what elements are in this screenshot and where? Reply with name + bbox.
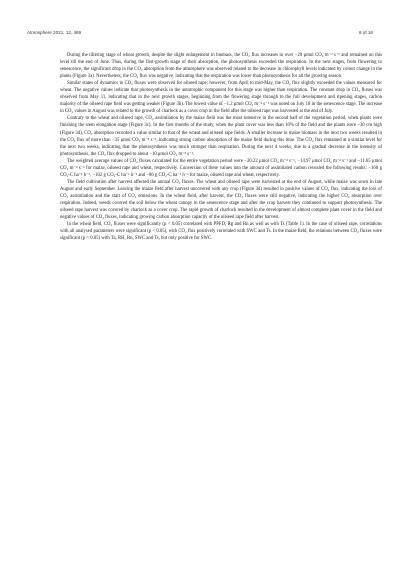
paragraph-maize-assimilation: Contrary to the wheat and oilseed rape, CO₂ assimilation by the maize field was the most intensive in the second half of the vegetation period, when plants were finishing the stem elongation stage (Figure 3c). In the first months of the study, when the plant cover was less than 10% of the field and the plants were ~30 cm high (Figure 3d), CO₂ absorption recorded a value similar to that of the wheat and oilseed rape fields. A smaller increase in maize biomass in the next two weeks resulted in the CO₂ flux of more than −35 μmol CO₂ m⁻² s⁻¹, indicating strong carbon absorption of the maize field during this time. The CO₂ flux remained at a similar level for the next two weeks, indicating that the photosynthesis was much stronger than respiration. During the next 4 weeks, due to a gradual decrease in the intensity of photosynthesis, the CO₂ flux dropped to about −10 μmol CO₂ m⁻² s⁻¹. xyxy=(60,116,382,157)
article-body xyxy=(60,52,382,242)
page-number: 8 of 16 xyxy=(358,30,373,35)
paragraph-weighted-average-fluxes: The weighted average values of CO₂ fluxes calculated for the entire vegetation period were −20.22 μmol CO₂ m⁻² s⁻¹, −14.97 μmol CO₂ m⁻² s⁻¹ and −11.65 μmol CO₂ m⁻² s⁻¹ for maize, oilseed rape and wheat, respectively. Conversion of these values into the amount of assimilated carbon revealed the following results: −160 g CO₂-C ha⁻¹ h⁻¹, −102 g CO₂-C ha⁻¹ h⁻¹ and −86 g CO₂-C ha⁻¹ h⁻¹ for maize, oilseed rape and wheat, respectively. xyxy=(60,158,382,178)
journal-citation: Atmosphere 2021, 12, 469 xyxy=(27,30,82,35)
paragraph-oilseed-rape-dynamics: Similar states of dynamics in CO₂ fluxes were observed for oilseed rape; however, from April to mid-May, the CO₂ flux slightly exceeded the values measured for wheat. The negative values indicate that photosynthesis in the autotrophic component for this stage was higher than respiration. The constant drop in CO₂ fluxes was observed from May 11, indicating that in the next growth stages, beginning from the flowering stage through to the full development and ripening stages, carbon majority of the oilseed rape field was getting weaker (Figure 3b). The lowest value of −1.2 μmol CO₂ m⁻² s⁻¹ was noted on July 18 in the senescence stage. The increase in CO₂ values in August was related to the growth of charlock as a cover crop in the field after the oilseed rape was harvested at the end of July. xyxy=(60,81,382,115)
paragraph-field-cultivation: The field cultivation after harvest affected the annual CO₂ fluxes. The wheat and oilseed rape were harvested at the end of August, while maize was sown in late August and early September. Leaving the maize field after harvest uncovered with any crop (Figure 3d) resulted in positive values of CO₂ flux, indicating the loss of CO₂ assimilation and the start of CO₂ emissions. In the wheat field, after harvest, the CO₂ fluxes were still negative, indicating the higher CO₂ absorption over respiration. Indeed, weeds covered the soil below the wheat canopy in the senescence stage and after the crop harvest they continued to support photosynthesis. The oilseed rape harvest was covered by charlock as a cover crop. The rapid growth of charlock resulted in the development of almost complete plant cover in the field and negative values of CO₂ fluxes, indicating growing carbon absorption capacity of the oilseed rape field after harvest. xyxy=(60,179,382,221)
paragraph-correlations: In the wheat field, CO₂ fluxes were significantly (p < 0.05) correlated with PPFD, Rg and Rn as well as with Ts (Table 1). In the case of oilseed rape, correlations with all analysed parameters were significant (p < 0.05), with CO₂ flux positively correlated with SWC and Ts. In the maize field, the relations between CO₂ fluxes were significant (p < 0.05) with Ta, RH, Rn, SWC and Ts, but only positive for SWC. xyxy=(60,222,382,242)
page-header xyxy=(27,28,373,38)
paragraph-wheat-tillering: During the tillering stage of wheat growth, despite the slight enlargement in biomass, the CO₂ flux increases to over −20 μmol CO₂ m⁻² s⁻¹ and remained on this level till the end of June. Thus, during the first-growth stage of their absorption, the photosynthesis exceeded the respiration. In the next stages, from flowering to senescence, the significant drop in the CO₂ absorption from the atmosphere was observed related to the decrease in chlorophyll levels indicated by colour change in the plants (Figure 3a). Nevertheless, the CO₂ flux was negative, indicating that the respiration was lower than photosynthesis for all the growing season. xyxy=(60,53,382,80)
